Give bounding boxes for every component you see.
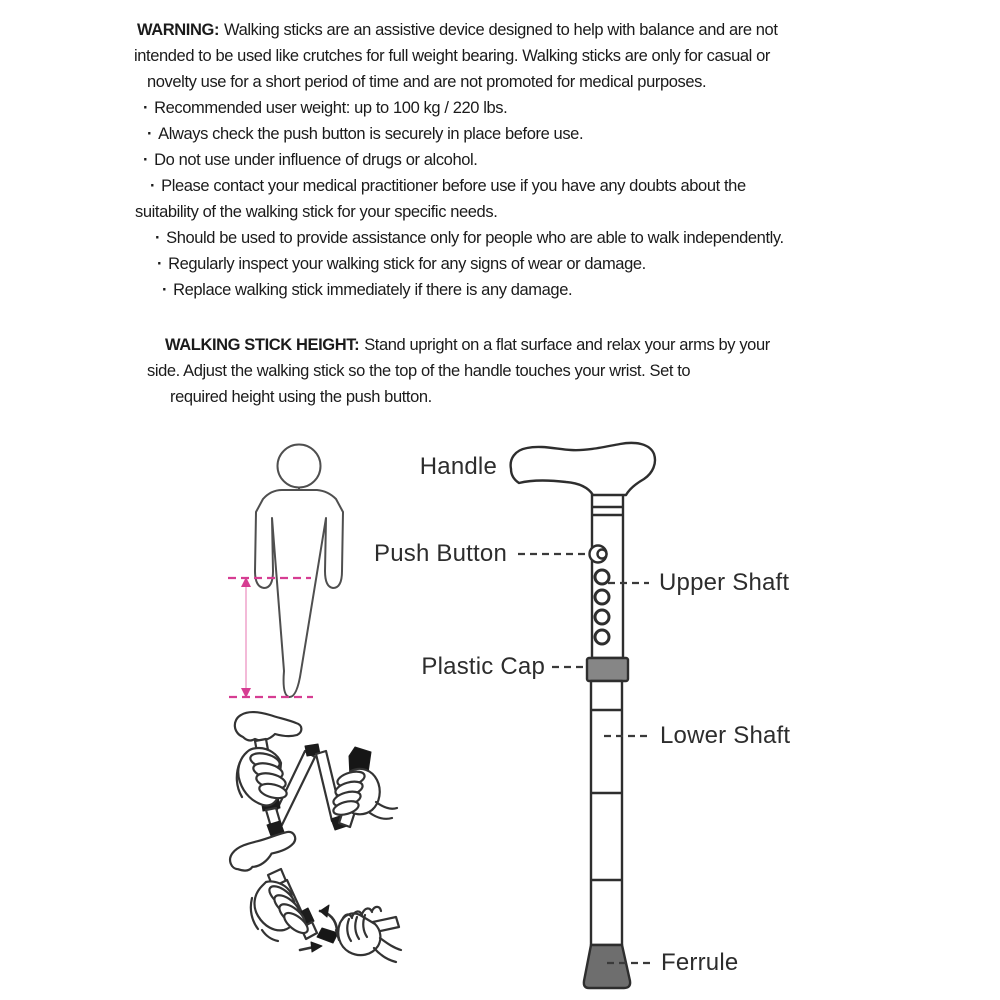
bullet-item: · Always check the push button is securely in place before use. [147, 121, 784, 147]
bullet-dot: · [147, 125, 153, 143]
lower-shaft [591, 681, 622, 945]
height-guide-line-3: required height using the push button. [170, 388, 432, 406]
label-handle: Handle [419, 453, 497, 480]
height-guide-line-2: side. Adjust the walking stick so the top of the handle touches your wrist. Set to [147, 362, 691, 380]
handle [511, 443, 655, 495]
height-guide-line-1: WALKING STICK HEIGHT: Stand upright on a flat surface and relax your arms by your [165, 336, 770, 354]
bullet-dot: · [162, 281, 168, 299]
unfolding-stick-illustration [226, 824, 401, 962]
loose-segment-tip [317, 928, 338, 943]
height-guide-label: WALKING STICK HEIGHT: [165, 336, 360, 354]
bullet-item: · Please contact your medical practitioner before use if you have any doubts about the [150, 173, 784, 199]
rotate-arrow-head [320, 905, 329, 917]
bullet-dot: · [155, 229, 161, 247]
bullet-dot: · [143, 151, 149, 169]
folded-stick-illustration [235, 712, 397, 836]
bullet-item-continuation: suitability of the walking stick for your specific needs. [135, 203, 498, 221]
insert-arrow-head [311, 942, 322, 952]
bullet-item: · Do not use under influence of drugs or alcohol. [143, 147, 784, 173]
adjustment-hole [595, 610, 609, 624]
bullet-item: · Should be used to provide assistance only for people who are able to walk independently. [155, 225, 784, 251]
ferrule [584, 945, 630, 988]
label-lower-shaft: Lower Shaft [660, 722, 791, 749]
bullet-item: · Recommended user weight: up to 100 kg / 220 lbs. [143, 95, 784, 121]
warning-line-3: novelty use for a short period of time and are not promoted for medical purposes. [147, 73, 707, 91]
bullet-dot: · [143, 99, 149, 117]
leader-lines [518, 554, 650, 963]
push-button-inner [598, 550, 607, 559]
warning-label: WARNING: [137, 21, 220, 39]
adjustment-hole [595, 590, 609, 604]
label-upper-shaft: Upper Shaft [659, 569, 790, 596]
bullet-item: · Regularly inspect your walking stick for any signs of wear or damage. [157, 251, 784, 277]
warning-line-2: intended to be used like crutches for full weight bearing. Walking sticks are only for casual or [134, 47, 770, 65]
person-figure [255, 445, 343, 698]
bullet-dot: · [157, 255, 163, 273]
bullet-dot: · [150, 177, 156, 195]
label-push-button: Push Button [374, 540, 507, 567]
plastic-cap [587, 658, 628, 681]
person-head [278, 445, 321, 488]
unfold-handle [226, 824, 300, 876]
adjustment-hole [595, 630, 609, 644]
person-body [255, 490, 343, 697]
walking-stick-diagram [511, 443, 655, 988]
warning-line-1: WARNING: Walking sticks are an assistive device designed to help with balance and are not [137, 21, 778, 39]
unfold-handle-grip [226, 824, 300, 876]
folded-handle [235, 712, 302, 741]
bullet-item: · Replace walking stick immediately if there is any damage. [162, 277, 784, 303]
adjustment-hole [595, 570, 609, 584]
rotate-arrow [320, 911, 337, 930]
label-plastic-cap: Plastic Cap [421, 653, 545, 680]
label-ferrule: Ferrule [661, 949, 739, 976]
